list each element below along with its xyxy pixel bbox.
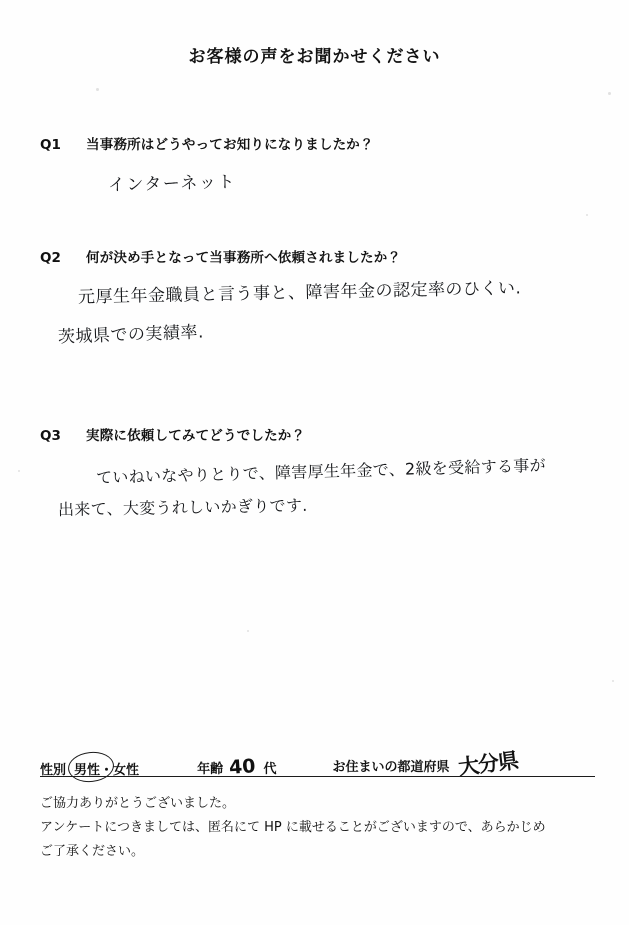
demographics-underline xyxy=(40,776,595,777)
age-label: 年齢 xyxy=(197,762,224,777)
scan-speck xyxy=(612,680,614,682)
question-text: 実際に依頼してみてどうでしたか？ xyxy=(86,428,306,444)
closing-line-1: ご協力ありがとうございました。 xyxy=(40,796,236,811)
scan-speck xyxy=(18,470,20,472)
gender-separator: ・ xyxy=(100,763,114,778)
question-q3 xyxy=(40,424,305,444)
question-q1 xyxy=(40,133,374,153)
answer-q2-line-1: 元厚生年金職員と言う事と、障害年金の認定率のひくい. xyxy=(77,278,522,308)
demographics-row xyxy=(40,748,595,778)
closing-note xyxy=(40,792,600,864)
prefecture-value: 大分県 xyxy=(456,748,519,780)
scan-speck xyxy=(608,92,611,95)
scan-speck xyxy=(96,88,99,91)
scan-speck xyxy=(247,630,249,632)
gender-option-male[interactable]: 男性 xyxy=(74,763,101,778)
page-title: お客様の声をお聞かせください xyxy=(188,47,441,67)
scan-speck xyxy=(586,214,588,216)
question-text: 当事務所はどうやってお知りになりましたか？ xyxy=(86,137,374,153)
question-q2 xyxy=(40,246,401,266)
selected-circle-marker xyxy=(67,750,116,785)
age-field[interactable] xyxy=(197,756,276,778)
closing-line-2: アンケートにつきましては、匿名にて HP に載せることがございますので、あらかじめ xyxy=(40,820,546,836)
gender-option-female[interactable]: 女性 xyxy=(113,763,140,778)
prefecture-label: お住まいの都道府県 xyxy=(332,760,450,775)
age-value: 40 xyxy=(228,755,257,779)
gender-label: 性別 xyxy=(40,763,67,778)
answer-q3-line-2: 出来て、大変うれしいかぎりです. xyxy=(57,495,308,520)
prefecture-field[interactable] xyxy=(333,748,518,778)
question-number: Q1 xyxy=(40,137,61,153)
closing-line-3: ご了承ください。 xyxy=(40,844,145,860)
age-unit: 代 xyxy=(263,762,277,777)
answer-q1-line-1: インターネット xyxy=(107,172,237,196)
answer-q3-line-1: ていねいなやりとりで、障害厚生年金で、2級を受給する事が xyxy=(95,455,547,488)
question-text: 何が決め手となって当事務所へ依頼されましたか？ xyxy=(86,250,402,266)
question-number: Q2 xyxy=(40,250,61,266)
answer-q2-line-2: 茨城県での実績率. xyxy=(57,322,205,348)
question-number: Q3 xyxy=(40,428,61,444)
